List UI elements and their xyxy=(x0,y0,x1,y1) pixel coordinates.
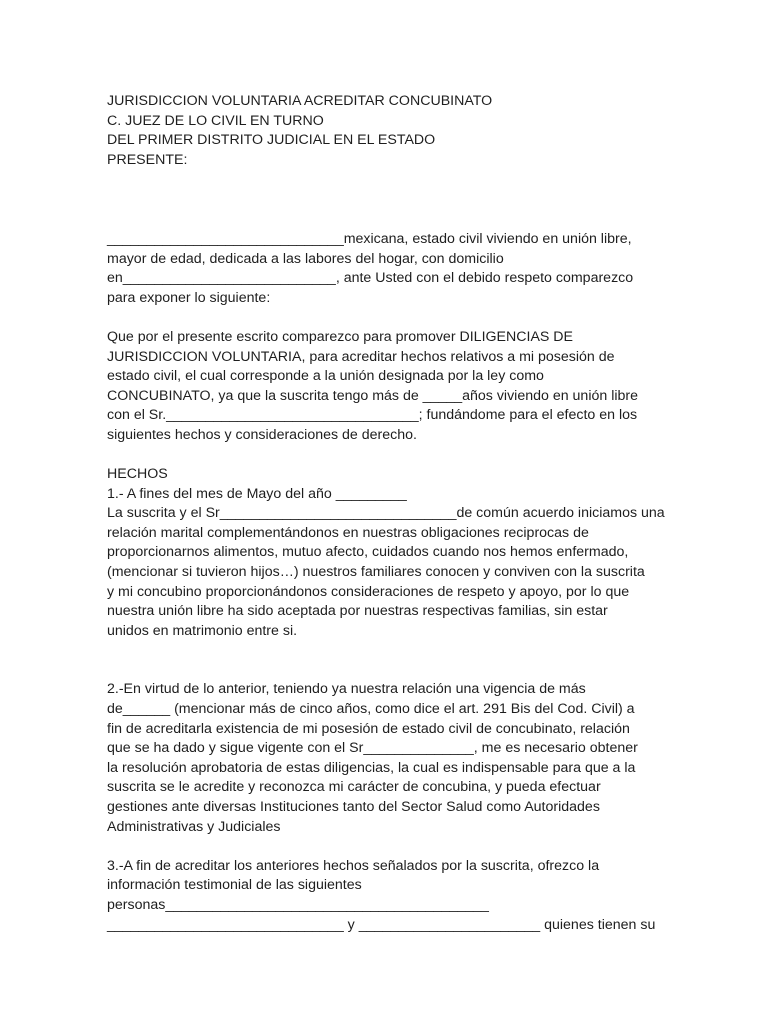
fact1-line: proporcionarnos alimentos, mutuo afecto, cuidados cuando nos hemos enfermado, xyxy=(107,544,629,561)
fact2-line: gestiones ante diversas Instituciones tanto del Sector Salud como Autoridades xyxy=(107,799,600,815)
fact1-line: (mencionar si tuvieron hijos…) nuestros familiares conocen y conviven con la suscrita xyxy=(107,564,645,581)
petition-line: con el Sr.________________________________; fundándome para el efecto en los xyxy=(107,407,638,424)
fact2-line: que se ha dado y sigue vigente con el Sr______________, me es necesario obtener xyxy=(107,740,638,757)
fact2-line: fin de acreditarla existencia de mi posesión de estado civil de concubinato, relación xyxy=(107,720,630,737)
fact1-line: relación marital complementándonos en nuestras obligaciones reciprocas de xyxy=(107,524,589,541)
fact2-line: la resolución aprobatoria de estas diligencias, la cual es indispensable para que a la xyxy=(107,759,636,776)
fact2-line: 2.-En virtud de lo anterior, teniendo ya nuestra relación una vigencia de más xyxy=(107,681,586,698)
header-presente: PRESENTE: xyxy=(107,151,188,168)
fact3-paragraph xyxy=(107,857,748,935)
fact2-line: Administrativas y Judiciales xyxy=(107,818,281,835)
petition-line: JURISDICCION VOLUNTARIA, para acreditar hechos relativos a mi posesión de xyxy=(107,348,615,365)
fact1-line: nuestra unión libre ha sido aceptada por nuestras respectivas familias, sin estar xyxy=(107,603,608,620)
intro-line: para exponer lo siguiente: xyxy=(107,289,271,306)
fact2-line: de______ (mencionar más de cinco años, como dice el art. 291 Bis del Cod. Civil) a xyxy=(107,701,635,718)
petition-paragraph xyxy=(107,328,748,446)
header-district: DEL PRIMER DISTRITO JUDICIAL EN EL ESTADO xyxy=(107,132,436,149)
fact1-line: unidos en matrimonio entre si. xyxy=(107,622,298,639)
petition-line: siguientes hechos y consideraciones de derecho. xyxy=(107,426,417,443)
petition-line: Que por el presente escrito comparezco para promover DILIGENCIAS DE xyxy=(107,328,574,345)
hechos-section xyxy=(107,465,748,641)
fact1-line: 1.- A fines del mes de Mayo del año _________ xyxy=(107,485,407,502)
petition-line: CONCUBINATO, ya que la suscrita tengo más de _____años viviendo en unión libre xyxy=(107,387,639,404)
fact1-line: La suscrita y el Sr______________________________de común acuerdo iniciamos una xyxy=(107,505,665,522)
fact2-paragraph xyxy=(107,680,748,837)
hechos-heading: HECHOS xyxy=(107,466,168,483)
intro-line: mayor de edad, dedicada a las labores del hogar, con domicilio xyxy=(107,250,504,267)
fact2-line: suscrita se le acredite y reconozca mi carácter de concubina, y pueda efectuar xyxy=(107,779,601,796)
fact3-line: ______________________________ y _______________________ quienes tienen su xyxy=(107,916,656,933)
fact3-line: información testimonial de las siguientes xyxy=(107,877,362,894)
intro-line: en___________________________, ante Usted con el debido respeto comparezco xyxy=(107,270,634,287)
fact3-line: personas_________________________________________ xyxy=(107,896,489,913)
header-addressee: C. JUEZ DE LO CIVIL EN TURNO xyxy=(107,112,324,129)
intro-paragraph xyxy=(107,230,748,308)
document-header xyxy=(107,92,748,170)
intro-line: ______________________________mexicana, estado civil viviendo en unión libre, xyxy=(107,230,632,247)
fact1-line: y mi concubino proporcionándonos consideraciones de respeto y apoyo, por lo que xyxy=(107,583,630,600)
petition-line: estado civil, el cual corresponde a la unión designada por la ley como xyxy=(107,368,544,385)
fact3-line: 3.-A fin de acreditar los anteriores hechos señalados por la suscrita, ofrezco la xyxy=(107,857,600,874)
header-title: JURISDICCION VOLUNTARIA ACREDITAR CONCUBINATO xyxy=(107,93,493,109)
